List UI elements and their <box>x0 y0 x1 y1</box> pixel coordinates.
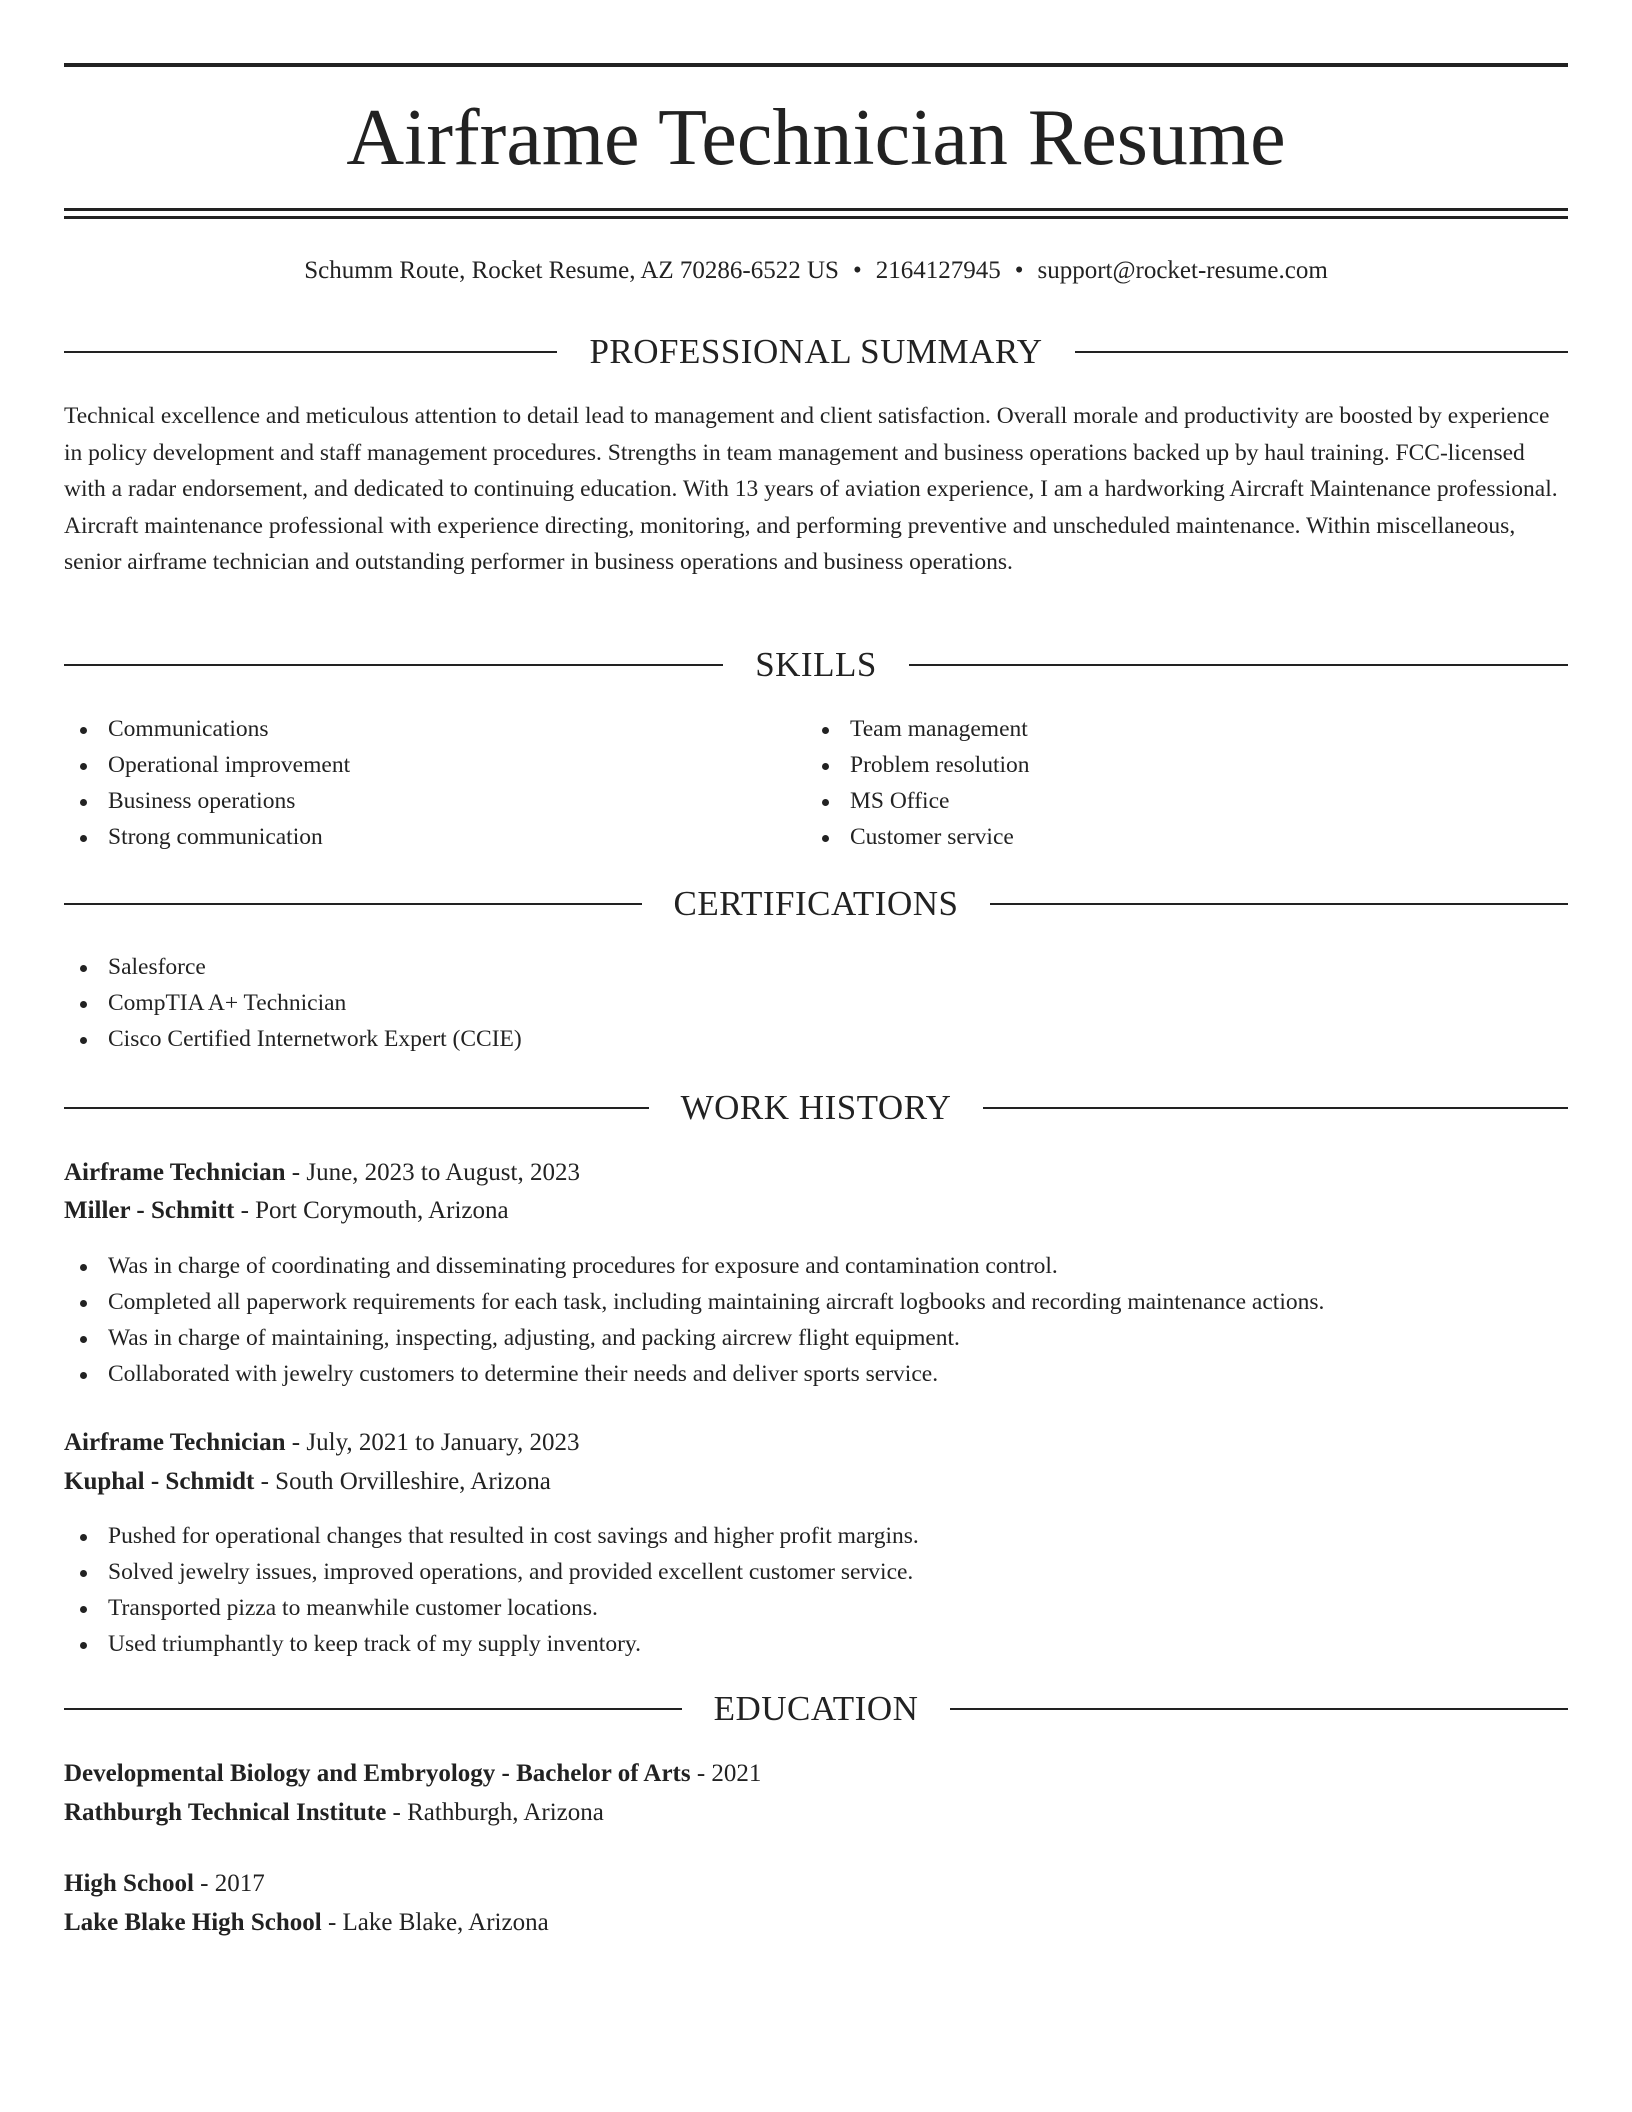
bullet-icon <box>80 1534 87 1541</box>
section-title: SKILLS <box>755 645 877 684</box>
list-item: Communications <box>64 711 764 747</box>
divider-line <box>990 903 1568 905</box>
section-heading-certifications <box>64 884 1568 924</box>
list-item: Business operations <box>64 783 764 819</box>
bullet-icon <box>822 727 829 734</box>
contact-line <box>64 253 1568 289</box>
header-bottom-rule-2 <box>64 216 1568 219</box>
list-item: Pushed for operational changes that resulted in cost savings and higher profit margins. <box>64 1518 1564 1554</box>
section-title: WORK HISTORY <box>680 1088 952 1127</box>
contact-separator: • <box>852 257 862 284</box>
job-title: Airframe Technician <box>64 1159 286 1186</box>
list-item: MS Office <box>806 783 1506 819</box>
skills-list-right <box>806 711 1506 855</box>
education-degree: Developmental Biology and Embryology - Bachelor of Arts <box>64 1760 691 1787</box>
job-location: - South Orvilleshire, Arizona <box>254 1468 551 1495</box>
certifications-list <box>64 949 1464 1057</box>
education-degree-line <box>64 1865 1568 1903</box>
section-heading-education <box>64 1689 1568 1729</box>
divider-line <box>1075 351 1568 353</box>
list-item: Salesforce <box>64 949 1464 985</box>
contact-address: Schumm Route, Rocket Resume, AZ 70286-6522 US <box>304 257 839 284</box>
divider-line <box>64 1107 649 1109</box>
bullet-icon <box>80 1570 87 1577</box>
job-company: Miller - Schmitt <box>64 1197 235 1224</box>
job-title: Airframe Technician <box>64 1429 286 1456</box>
job-title-line <box>64 1424 1568 1462</box>
job-bullets <box>64 1248 1564 1392</box>
section-title: CERTIFICATIONS <box>673 884 959 923</box>
header-bottom-rule <box>64 208 1568 211</box>
job-title-line <box>64 1154 1568 1192</box>
job-company: Kuphal - Schmidt <box>64 1468 255 1495</box>
list-item: Operational improvement <box>64 747 764 783</box>
list-item: Strong communication <box>64 819 764 855</box>
list-item: CompTIA A+ Technician <box>64 985 1464 1021</box>
divider-line <box>64 1708 682 1710</box>
divider-line <box>64 903 642 905</box>
bullet-icon <box>80 1372 87 1379</box>
divider-line <box>950 1708 1568 1710</box>
bullet-icon <box>80 1642 87 1649</box>
bullet-icon <box>80 1264 87 1271</box>
contact-separator: • <box>1014 257 1024 284</box>
education-year: - 2021 <box>690 1760 762 1787</box>
bullet-icon <box>80 1606 87 1613</box>
bullet-icon <box>80 1001 87 1008</box>
section-heading-work-history <box>64 1088 1568 1128</box>
bullet-icon <box>80 727 87 734</box>
job-location: - Port Corymouth, Arizona <box>234 1197 509 1224</box>
header-top-rule <box>64 63 1568 67</box>
divider-line <box>64 351 557 353</box>
education-location: - Lake Blake, Arizona <box>321 1909 549 1936</box>
education-school: Lake Blake High School <box>64 1909 322 1936</box>
list-item: Solved jewelry issues, improved operations, and provided excellent customer service. <box>64 1554 1564 1590</box>
list-item: Completed all paperwork requirements for each task, including maintaining aircraft logbooks and recording maintenance actions. <box>64 1284 1564 1320</box>
list-item: Customer service <box>806 819 1506 855</box>
education-location: - Rathburgh, Arizona <box>386 1799 604 1826</box>
education-school-line <box>64 1904 1568 1942</box>
section-title: PROFESSIONAL SUMMARY <box>589 332 1043 371</box>
education-year: - 2017 <box>193 1870 265 1897</box>
bullet-icon <box>80 1037 87 1044</box>
bullet-icon <box>80 965 87 972</box>
list-item: Was in charge of coordinating and disseminating procedures for exposure and contamination control. <box>64 1248 1564 1284</box>
education-school: Rathburgh Technical Institute <box>64 1799 387 1826</box>
divider-line <box>64 664 723 666</box>
list-item: Cisco Certified Internetwork Expert (CCIE) <box>64 1021 1464 1057</box>
job-dates: - July, 2021 to January, 2023 <box>285 1429 580 1456</box>
summary-text: Technical excellence and meticulous attention to detail lead to management and client satisfaction. Overall morale and productivity are boosted by experience in policy development and staff management procedures. Strengths in team management and business operations backed up by haul training. FCC-licensed with a radar endorsement, and dedicated to continuing education. With 13 years of aviation experience, I am a hardworking Aircraft Maintenance professional. Aircraft maintenance professional with experience directing, monitoring, and performing preventive and unscheduled maintenance. Within miscellaneous, senior airframe technician and outstanding performer in business operations and business operations. <box>64 403 1558 576</box>
job-company-line <box>64 1192 1568 1230</box>
section-title: EDUCATION <box>713 1689 919 1728</box>
bullet-icon <box>822 763 829 770</box>
bullet-icon <box>80 799 87 806</box>
job-company-line <box>64 1463 1568 1501</box>
job-bullets <box>64 1518 1564 1662</box>
contact-phone: 2164127945 <box>875 257 1001 284</box>
list-item: Collaborated with jewelry customers to determine their needs and deliver sports service. <box>64 1356 1564 1392</box>
education-degree: High School <box>64 1870 194 1897</box>
list-item: Team management <box>806 711 1506 747</box>
section-heading-skills <box>64 645 1568 685</box>
divider-line <box>983 1107 1568 1109</box>
bullet-icon <box>822 835 829 842</box>
resume-title: Airframe Technician Resume <box>346 94 1286 182</box>
education-school-line <box>64 1794 1568 1832</box>
list-item: Was in charge of maintaining, inspecting, adjusting, and packing aircrew flight equipment. <box>64 1320 1564 1356</box>
contact-email[interactable]: support@rocket-resume.com <box>1037 257 1328 284</box>
section-heading-summary <box>64 332 1568 372</box>
bullet-icon <box>80 1300 87 1307</box>
bullet-icon <box>80 1336 87 1343</box>
divider-line <box>909 664 1568 666</box>
job-dates: - June, 2023 to August, 2023 <box>285 1159 580 1186</box>
list-item: Transported pizza to meanwhile customer locations. <box>64 1590 1564 1626</box>
education-degree-line <box>64 1755 1568 1793</box>
bullet-icon <box>822 799 829 806</box>
bullet-icon <box>80 763 87 770</box>
list-item: Problem resolution <box>806 747 1506 783</box>
skills-list-left <box>64 711 764 855</box>
bullet-icon <box>80 835 87 842</box>
list-item: Used triumphantly to keep track of my supply inventory. <box>64 1626 1564 1662</box>
